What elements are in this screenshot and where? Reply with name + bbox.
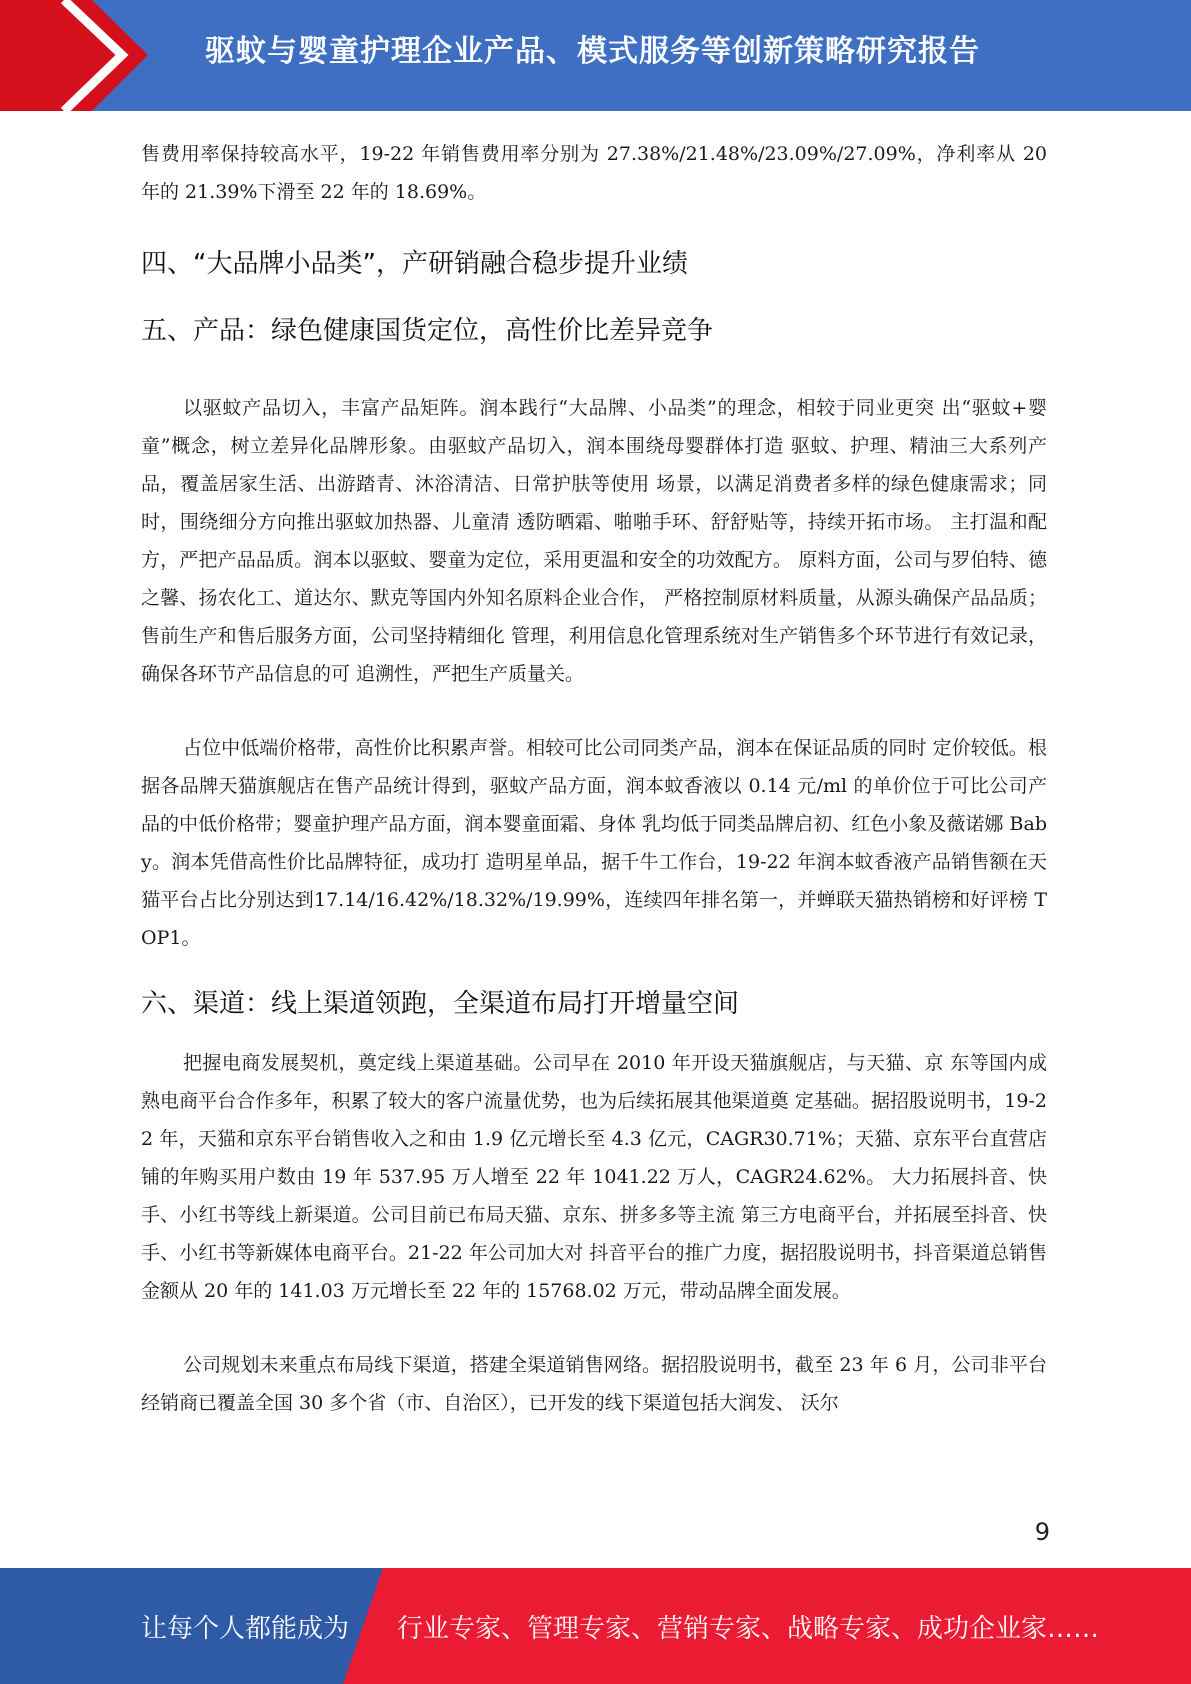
pricing-paragraph: 占位中低端价格带，高性价比积累声誉。相较可比公司同类产品，润本在保证品质的同时 定价较低。根据各品牌天猫旗舰店在售产品统计得到，驱蚊产品方面，润本蚊香液以 0.14 元/ml 的单价位于可比公司产品的中低价格带；婴童护理产品方面，润本婴童面霜、身体 乳均低于同类品牌启初、红色小象及薇诺娜 Baby。润本凭借高性价比品牌特征，成功打 造明星单品，据千牛工作台，19-22 年润本蚊香液产品销售额在天猫平台占比分别达到17.14/16.42%/18.32%/19.99%，连续四年排名第一，并蝉联天猫热销榜和好评榜 TOP1。 [141, 737, 1047, 949]
footer-banner [0, 1568, 1191, 1684]
footer-slogan-left: 让每个人都能成为 [141, 1614, 350, 1644]
product-matrix-paragraph: 以驱蚊产品切入，丰富产品矩阵。润本践行“大品牌、小品类”的理念，相较于同业更突 出“驱蚊+婴童”概念，树立差异化品牌形象。由驱蚊产品切入，润本围绕母婴群体打造 驱蚊、护理、精油三大系列产品，覆盖居家生活、出游踏青、沐浴清洁、日常护肤等使用 场景，以满足消费者多样的绿色健康需求；同时，围绕细分方向推出驱蚊加热器、儿童清 透防晒霜、啪啪手环、舒舒贴等，持续开拓市场。 主打温和配方，严把产品品质。润本以驱蚊、婴童为定位，采用更温和安全的功效配方。 原料方面，公司与罗伯特、德之馨、扬农化工、道达尔、默克等国内外知名原料企业合作， 严格控制原材料质量，从源头确保产品品质；售前生产和售后服务方面，公司坚持精细化 管理，利用信息化管理系统对生产销售多个环节进行有效记录，确保各环节产品信息的可 追溯性，严把生产质量关。 [141, 397, 1047, 685]
report-body [141, 135, 1047, 1422]
section-heading-5: 五、产品：绿色健康国货定位，高性价比差异竞争 [141, 316, 714, 346]
report-header-banner [0, 0, 1191, 111]
offline-channel-paragraph: 公司规划未来重点布局线下渠道，搭建全渠道销售网络。据招股说明书，截至 23 年 6 月，公司非平台经销商已覆盖全国 30 多个省（市、自治区），已开发的线下渠道包括大润发、 沃尔 [141, 1354, 1047, 1414]
section-heading-4: 四、“大品牌小品类”，产研销融合稳步提升业绩 [141, 249, 688, 279]
footer-slogan-right: 行业专家、管理专家、营销专家、战略专家、成功企业家…… [397, 1614, 1100, 1644]
section-heading-6: 六、渠道：线上渠道领跑，全渠道布局打开增量空间 [141, 989, 740, 1019]
online-channel-paragraph: 把握电商发展契机，奠定线上渠道基础。公司早在 2010 年开设天猫旗舰店，与天猫、京 东等国内成熟电商平台合作多年，积累了较大的客户流量优势，也为后续拓展其他渠道奠 定基础。据招股说明书，19-22 年，天猫和京东平台销售收入之和由 1.9 亿元增长至 4.3 亿元，CAGR30.71%；天猫、京东平台直营店铺的年购买用户数由 19 年 537.95 万人增至 22 年 1041.22 万人，CAGR24.62%。 大力拓展抖音、快手、小红书等线上新渠道。公司目前已布局天猫、京东、拼多多等主流 第三方电商平台，并拓展至抖音、快手、小红书等新媒体电商平台。21-22 年公司加大对 抖音平台的推广力度，据招股说明书，抖音渠道总销售金额从 20 年的 141.03 万元增长至 22 年的 15768.02 万元，带动品牌全面发展。 [141, 1052, 1047, 1302]
page-number: 9 [1034, 1518, 1050, 1546]
report-title: 驱蚊与婴童护理企业产品、模式服务等创新策略研究报告 [205, 34, 980, 69]
header-arrow-decoration [0, 0, 150, 111]
intro-paragraph: 售费用率保持较高水平，19-22 年销售费用率分别为 27.38%/21.48%/23.09%/27.09%，净利率从 20 年的 21.39%下滑至 22 年的 18.69%。 [141, 143, 1047, 203]
